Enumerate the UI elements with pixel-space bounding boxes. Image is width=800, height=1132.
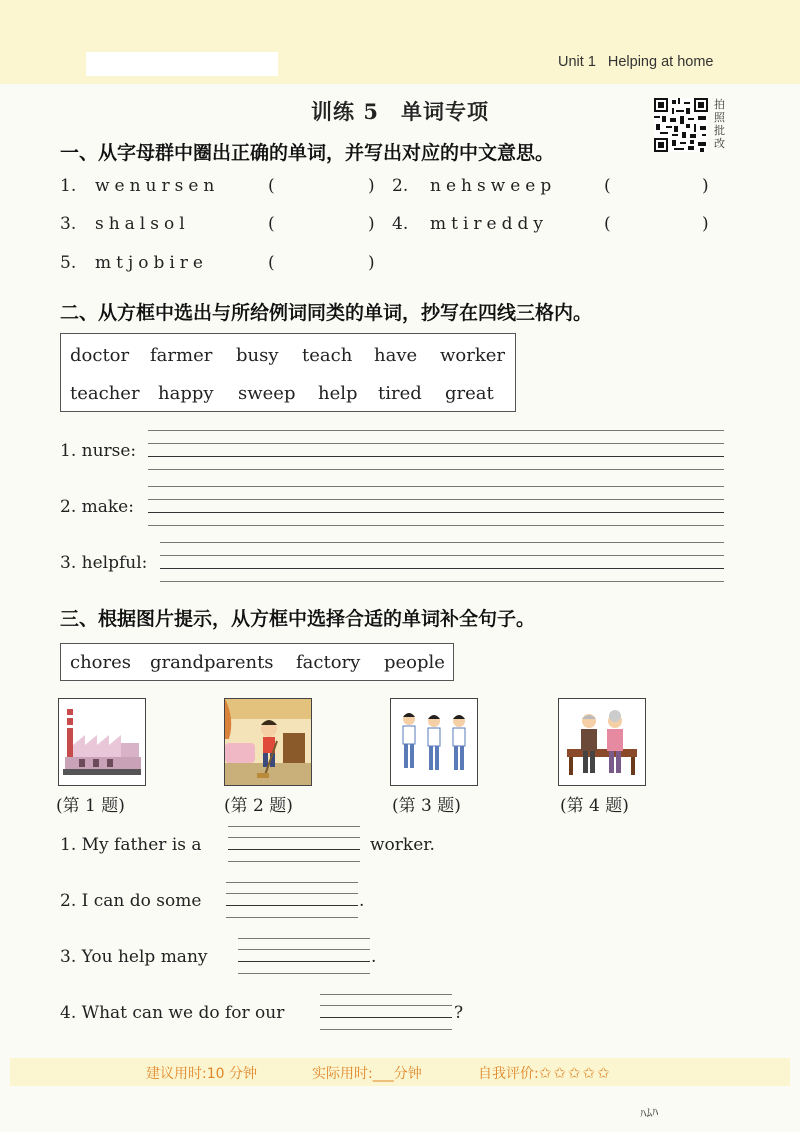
four-line-grid-line	[160, 542, 724, 543]
four-line-grid-line	[320, 994, 452, 995]
s1-item1-paren-close: )	[368, 176, 375, 196]
s2-item1-writing-line[interactable]	[148, 456, 724, 457]
s1-item4-num: 4.	[392, 214, 409, 234]
four-line-grid-line	[238, 938, 370, 939]
four-line-grid-line	[160, 555, 724, 556]
boy-sweeping-picture	[224, 698, 312, 786]
suggested-time: 建议用时:10 分钟	[146, 1066, 257, 1082]
s3-word: chores	[70, 652, 132, 673]
s3-sentence4-after: ?	[454, 1003, 464, 1023]
s1-item2-paren-close: )	[702, 176, 709, 196]
s2-item2-writing-line[interactable]	[148, 512, 724, 513]
s2-word: tired	[378, 383, 422, 404]
s3-word: grandparents	[150, 652, 274, 673]
s1-item4-paren-close: )	[702, 214, 709, 234]
four-line-grid-line	[320, 1029, 452, 1030]
qr-label: 拍照批改	[714, 98, 725, 150]
s2-word: sweep	[238, 383, 296, 404]
four-line-grid-line	[238, 973, 370, 974]
s2-word: busy	[236, 345, 279, 366]
unit-label: Unit 1 Helping at home	[558, 54, 714, 70]
four-line-grid-line	[160, 581, 724, 582]
four-line-grid-line	[148, 469, 724, 470]
four-line-grid-line	[320, 1005, 452, 1006]
actual-time: 实际用时:___分钟	[312, 1066, 422, 1082]
s2-word: great	[445, 383, 494, 404]
s3-sentence3-blank[interactable]	[238, 961, 370, 962]
s3-word: people	[384, 652, 445, 673]
s3-sentence1-before: 1. My father is a	[60, 835, 202, 855]
picture-caption: (第 1 题)	[56, 796, 125, 816]
s2-word: teach	[302, 345, 353, 366]
s1-item5-paren-open: (	[268, 253, 275, 273]
s1-item1-num: 1.	[60, 176, 77, 196]
s3-sentence1-after: worker.	[370, 835, 435, 855]
section1-heading: 一、从字母群中圈出正确的单词，并写出对应的中文意思。	[60, 142, 555, 164]
self-evaluation: 自我评价:✩✩✩✩✩	[478, 1064, 612, 1082]
s2-word: happy	[158, 383, 214, 404]
four-line-grid-line	[228, 837, 360, 838]
handwritten-scribble: ﾊﾑﾊ	[639, 1105, 659, 1121]
s2-word: farmer	[150, 345, 213, 366]
s1-item3-letters: shalsol	[95, 214, 190, 234]
s2-item1-label: 1. nurse:	[60, 441, 137, 461]
s3-sentence2-before: 2. I can do some	[60, 891, 202, 911]
four-line-grid-line	[228, 826, 360, 827]
four-line-grid	[148, 430, 724, 431]
factory-picture	[58, 698, 146, 786]
picture-caption: (第 2 题)	[224, 796, 293, 816]
s1-item4-letters: mtireddy	[430, 214, 548, 234]
four-line-grid-line	[228, 861, 360, 862]
four-line-grid-line	[148, 525, 724, 526]
s3-word: factory	[296, 652, 361, 673]
star-rating-icon[interactable]: ✩✩✩✩✩	[538, 1064, 612, 1082]
s3-sentence3-before: 3. You help many	[60, 947, 208, 967]
s1-item5-num: 5.	[60, 253, 77, 273]
s3-sentence2-after: .	[359, 891, 365, 911]
s2-word: doctor	[70, 345, 130, 366]
s2-word: worker	[440, 345, 506, 366]
s2-item3-writing-line[interactable]	[160, 568, 724, 569]
section3-heading: 三、根据图片提示，从方框中选择合适的单词补全句子。	[60, 608, 536, 630]
four-line-grid-line	[148, 499, 724, 500]
s3-sentence4-before: 4. What can we do for our	[60, 1003, 285, 1023]
s3-sentence3-after: .	[371, 947, 377, 967]
four-line-grid-line	[226, 882, 358, 883]
s1-item3-num: 3.	[60, 214, 77, 234]
s2-word: have	[374, 345, 418, 366]
page-title: 训练 5 单词专项	[311, 99, 489, 124]
s2-word: teacher	[70, 383, 140, 404]
four-line-grid-line	[226, 893, 358, 894]
s1-item2-letters: nehsweep	[430, 176, 557, 196]
section2-heading: 二、从方框中选出与所给例词同类的单词，抄写在四线三格内。	[60, 302, 593, 324]
four-line-grid-line	[148, 443, 724, 444]
s1-item1-letters: wenursen	[95, 176, 220, 196]
s2-item2-label: 2. make:	[60, 497, 134, 517]
s1-item2-paren-open: (	[604, 176, 611, 196]
four-line-grid-line	[226, 917, 358, 918]
s3-sentence4-blank[interactable]	[320, 1017, 452, 1018]
s1-item4-paren-open: (	[604, 214, 611, 234]
header-blank-area	[86, 52, 278, 76]
qr-code-icon[interactable]	[654, 98, 708, 152]
people-talking-picture	[390, 698, 478, 786]
s3-sentence2-blank[interactable]	[226, 905, 358, 906]
s1-item5-letters: mtjobire	[95, 253, 208, 273]
s1-item5-paren-close: )	[368, 253, 375, 273]
grandparents-picture	[558, 698, 646, 786]
picture-caption: (第 3 题)	[392, 796, 461, 816]
four-line-grid-line	[148, 486, 724, 487]
s1-item1-paren-open: (	[268, 176, 275, 196]
s1-item3-paren-close: )	[368, 214, 375, 234]
s3-sentence1-blank[interactable]	[228, 849, 360, 850]
s1-item2-num: 2.	[392, 176, 409, 196]
s1-item3-paren-open: (	[268, 214, 275, 234]
s2-item3-label: 3. helpful:	[60, 553, 148, 573]
four-line-grid-line	[238, 949, 370, 950]
picture-caption: (第 4 题)	[560, 796, 629, 816]
s2-word: help	[318, 383, 358, 404]
